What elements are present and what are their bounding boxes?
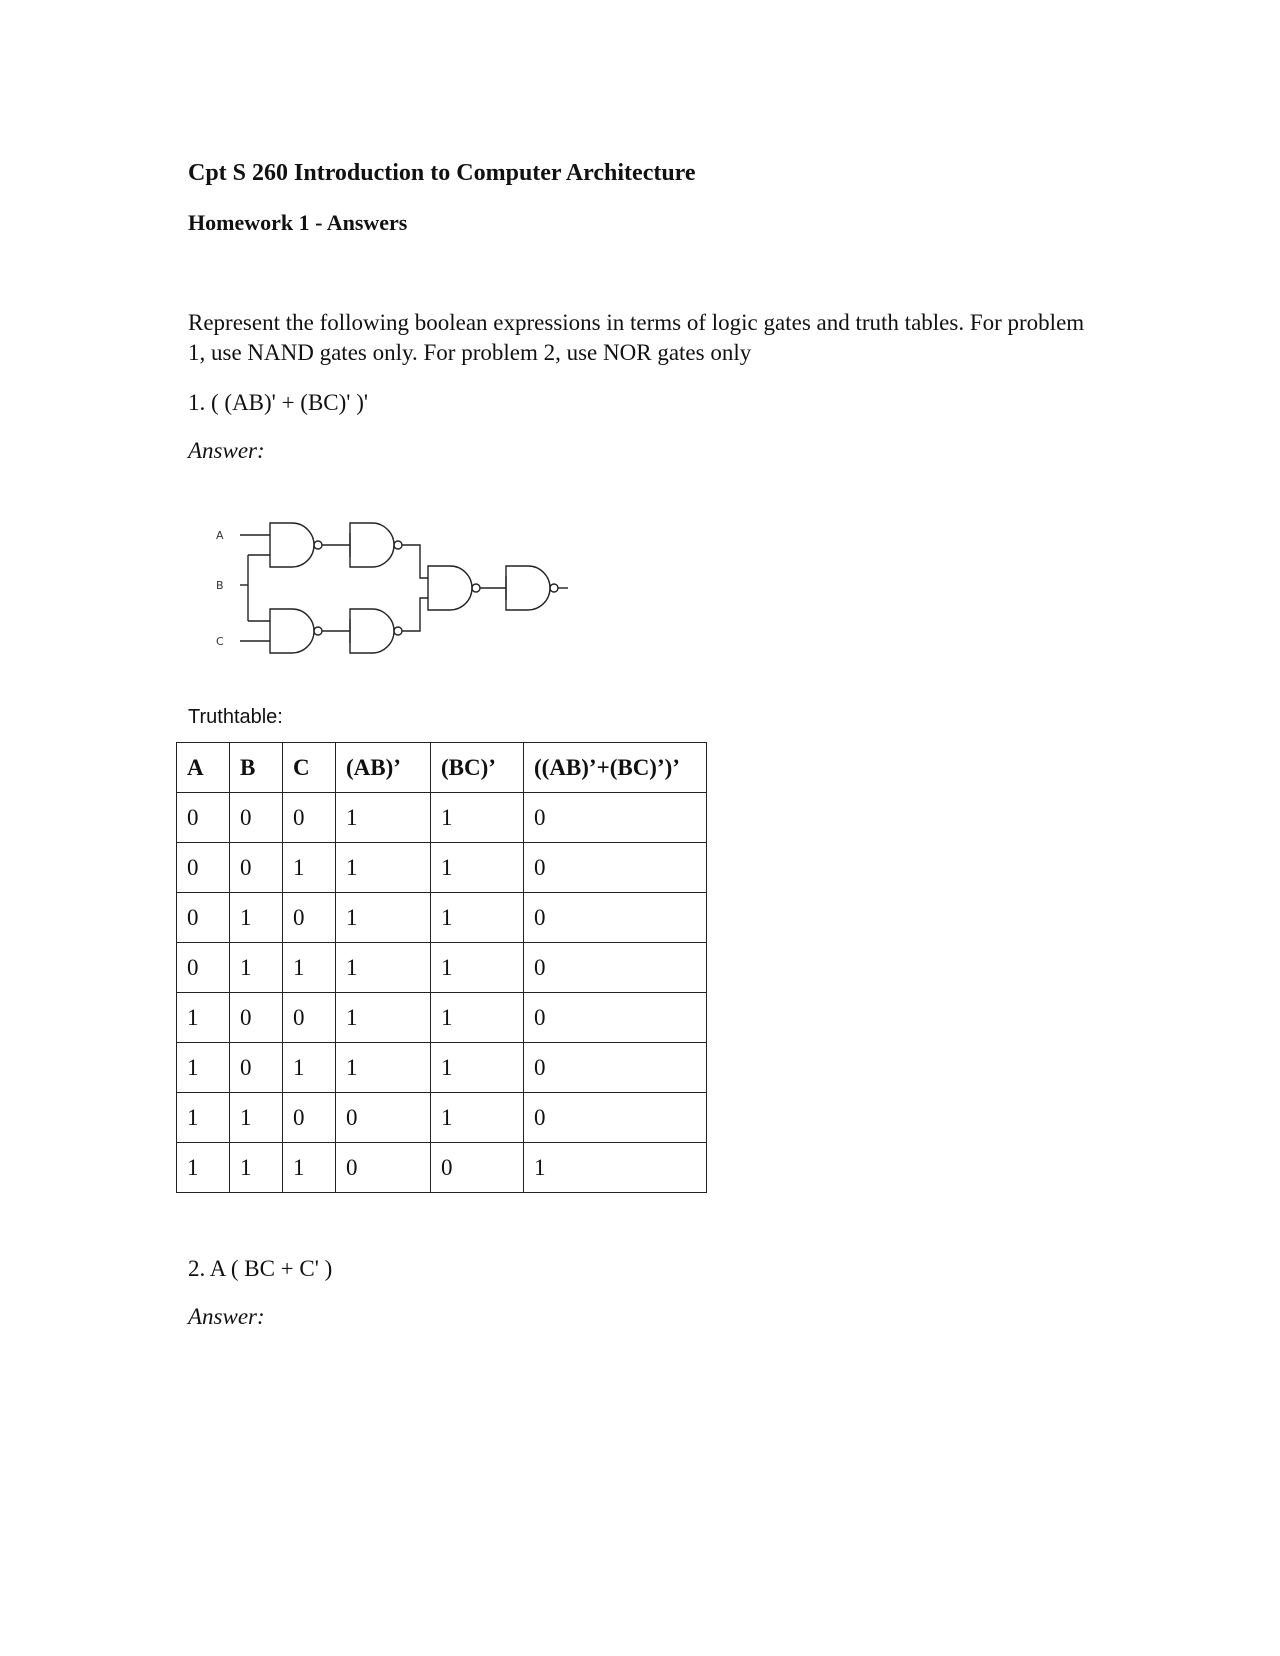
column-header-ab-nand: (AB)’ — [336, 743, 431, 793]
table-row — [177, 893, 707, 943]
input-label-b: B — [216, 579, 224, 592]
cell: 1 — [524, 1143, 707, 1193]
cell: 1 — [283, 1143, 336, 1193]
nand-circuit-diagram — [200, 515, 590, 665]
truthtable-label: Truthtable: — [188, 706, 283, 728]
cell: 0 — [230, 993, 283, 1043]
cell: 1 — [431, 943, 524, 993]
cell: 0 — [524, 893, 707, 943]
cell: 0 — [230, 1043, 283, 1093]
cell: 1 — [431, 843, 524, 893]
nand-gate-ab — [270, 523, 314, 567]
table-row — [177, 793, 707, 843]
cell: 0 — [283, 1093, 336, 1143]
cell: 0 — [177, 893, 230, 943]
cell: 1 — [431, 893, 524, 943]
problem-1-answer-label: Answer: — [188, 438, 265, 463]
document-title: Cpt S 260 Introduction to Computer Architecture — [188, 160, 696, 186]
column-header-result: ((AB)’+(BC)’)’ — [524, 743, 707, 793]
cell: 1 — [177, 1093, 230, 1143]
cell: 1 — [283, 1043, 336, 1093]
nand-gate-bc — [270, 609, 314, 653]
cell: 0 — [524, 993, 707, 1043]
problem-2-question: 2. A ( BC + C' ) — [188, 1256, 333, 1281]
cell: 0 — [177, 793, 230, 843]
problem-1-question: 1. ( (AB)' + (BC)' )' — [188, 390, 368, 415]
cell: 1 — [431, 1093, 524, 1143]
cell: 1 — [336, 893, 431, 943]
cell: 0 — [524, 843, 707, 893]
cell: 0 — [336, 1093, 431, 1143]
nand-gate-bc-inverter — [350, 609, 394, 653]
cell: 0 — [283, 793, 336, 843]
cell: 1 — [431, 993, 524, 1043]
table-row — [177, 1093, 707, 1143]
cell: 0 — [230, 793, 283, 843]
input-label-c: C — [216, 635, 224, 648]
cell: 0 — [524, 1093, 707, 1143]
nand-gate-output — [506, 566, 550, 610]
column-header-b: B — [230, 743, 283, 793]
problem-2-answer-label: Answer: — [188, 1304, 265, 1329]
cell: 0 — [336, 1143, 431, 1193]
cell: 1 — [230, 943, 283, 993]
cell: 1 — [336, 993, 431, 1043]
truth-table-header-row — [177, 743, 707, 793]
instructions-paragraph: Represent the following boolean expressions in terms of logic gates and truth tables. For problem 1, use NAND gates only. For problem 2, use NOR gates only — [188, 310, 1085, 365]
cell: 1 — [177, 993, 230, 1043]
table-row — [177, 843, 707, 893]
cell: 0 — [283, 893, 336, 943]
cell: 1 — [336, 793, 431, 843]
cell: 1 — [230, 893, 283, 943]
document-subtitle: Homework 1 - Answers — [188, 210, 408, 235]
column-header-c: C — [283, 743, 336, 793]
cell: 1 — [336, 843, 431, 893]
table-row — [177, 1143, 707, 1193]
cell: 0 — [230, 843, 283, 893]
cell: 1 — [431, 793, 524, 843]
nand-gate-combine — [428, 566, 472, 610]
cell: 1 — [177, 1043, 230, 1093]
table-row — [177, 1043, 707, 1093]
cell: 1 — [230, 1143, 283, 1193]
cell: 1 — [177, 1143, 230, 1193]
cell: 1 — [336, 943, 431, 993]
column-header-a: A — [177, 743, 230, 793]
input-label-a: A — [216, 529, 224, 542]
cell: 0 — [524, 1043, 707, 1093]
cell: 1 — [431, 1043, 524, 1093]
cell: 1 — [230, 1093, 283, 1143]
column-header-bc-nand: (BC)’ — [431, 743, 524, 793]
cell: 0 — [177, 943, 230, 993]
truth-table — [176, 742, 707, 1193]
cell: 0 — [524, 943, 707, 993]
cell: 0 — [177, 843, 230, 893]
cell: 1 — [283, 843, 336, 893]
table-row — [177, 943, 707, 993]
cell: 0 — [524, 793, 707, 843]
nand-gate-ab-inverter — [350, 523, 394, 567]
cell: 1 — [336, 1043, 431, 1093]
cell: 0 — [283, 993, 336, 1043]
cell: 1 — [283, 943, 336, 993]
cell: 0 — [431, 1143, 524, 1193]
table-row — [177, 993, 707, 1043]
